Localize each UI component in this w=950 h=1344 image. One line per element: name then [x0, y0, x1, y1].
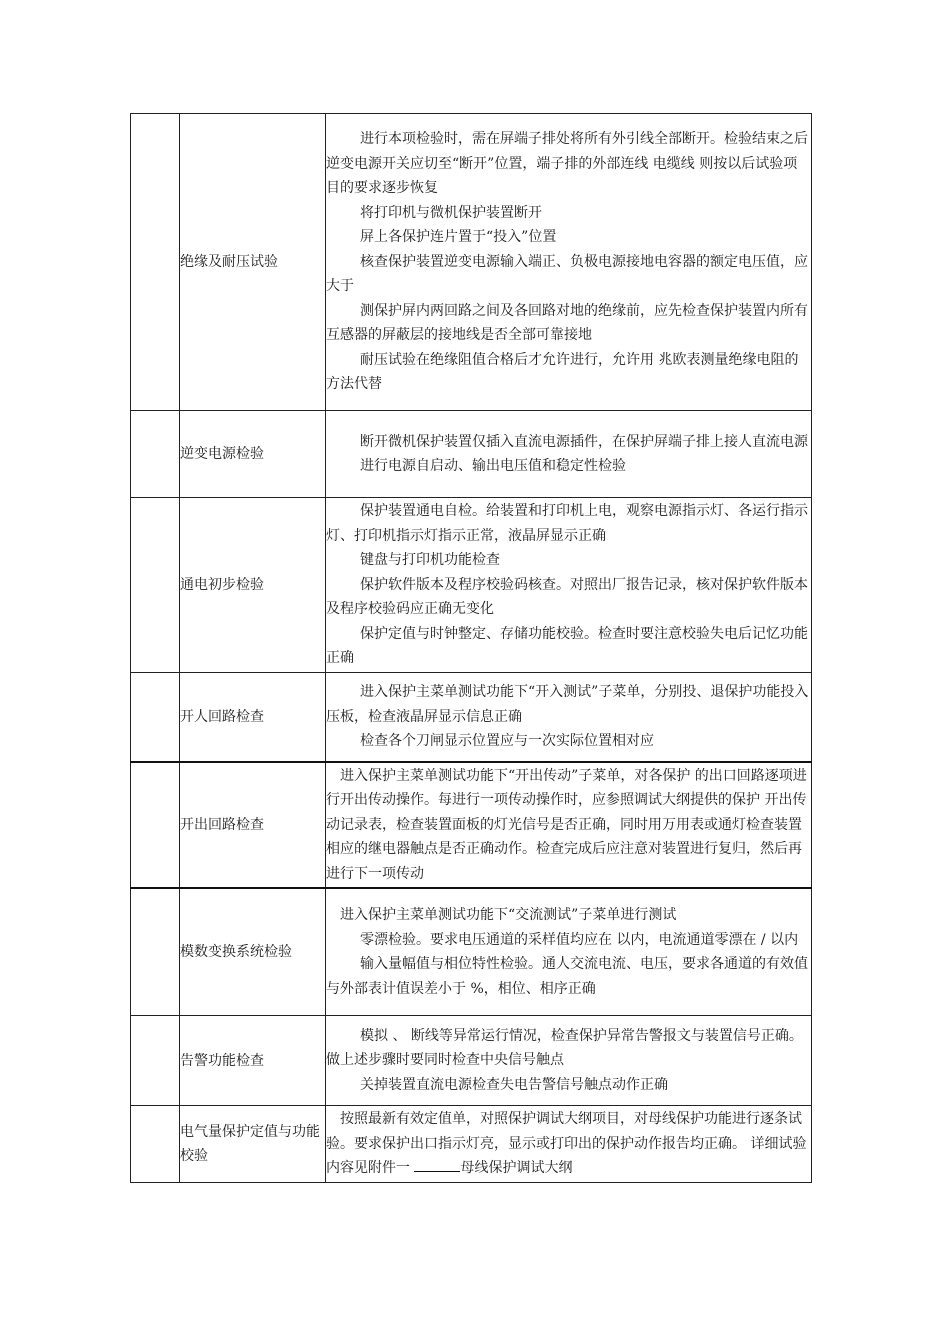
inspection-table — [130, 113, 812, 1183]
table-row — [131, 1106, 812, 1183]
item-name: 开人回路检查 — [180, 673, 326, 763]
table-row — [131, 673, 812, 763]
description-paragraph: 进入保护主菜单测试功能下“开入测试”子菜单，分别投、退保护功能投入压板，检查液晶屏显示信息正确 — [326, 684, 809, 725]
index-cell — [131, 762, 180, 888]
description-paragraph: 进入保护主菜单测试功能下“开出传动”子菜单，对各保护 的出口回路逐项进行开出传动操作。每进行一项传动操作时，应参照调试大纲提供的保护 开出传动记录表，检查装置面板的灯光信号是否正确，同时用万用表或通灯检查装置相应的继电器触点是否正确动作。检查完成后应注意对装置进行复归，然后再进行下一项传动 — [326, 767, 807, 882]
item-description — [326, 114, 812, 411]
item-name: 开出回路检查 — [180, 762, 326, 888]
index-cell — [131, 1016, 180, 1106]
table-row — [131, 888, 812, 1016]
description-text: 按照最新有效定值单，对照保护调试大纲项目，对母线保护功能进行逐条试验。要求保护出口指示灯亮，显示或打印出的保护动作报告均正确。 详细试验内容见附件一 — [326, 1111, 807, 1177]
description-paragraph: 保护定值与时钟整定、存储功能校验。检查时要注意校验失电后记忆功能正确 — [326, 625, 808, 667]
table-row — [131, 411, 812, 498]
item-description — [326, 762, 812, 888]
table-row — [131, 1016, 812, 1106]
item-name: 电气量保护定值与功能校验 — [180, 1106, 326, 1183]
table-row — [131, 498, 812, 673]
item-description — [326, 498, 812, 673]
description-paragraph: 将打印机与微机保护装置断开 — [360, 204, 542, 221]
index-cell — [131, 673, 180, 763]
table-row — [131, 114, 812, 411]
item-description — [326, 673, 812, 763]
item-name: 告警功能检查 — [180, 1016, 326, 1106]
index-cell — [131, 1106, 180, 1183]
index-cell — [131, 411, 180, 498]
description-paragraph: 进入保护主菜单测试功能下“交流测试”子菜单进行测试 — [340, 907, 677, 923]
item-name: 通电初步检验 — [180, 498, 326, 673]
description-paragraph: 耐压试验在绝缘阻值合格后才允许进行，允许用 兆欧表测量绝缘电阻的方法代替 — [326, 351, 799, 393]
description-paragraph: 保护软件版本及程序校验码核查。对照出厂报告记录，核对保护软件版本及程序校验码应正确无变化 — [326, 576, 808, 618]
description-paragraph: 检查各个刀闸显示位置应与一次实际位置相对应 — [360, 733, 654, 750]
description-paragraph: 测保护屏内两回路之间及各回路对地的绝缘前，应先检查保护装置内所有互感器的屏蔽层的接地线是否全部可靠接地 — [326, 302, 808, 344]
description-paragraph: 零漂检验。要求电压通道的采样值均应在 以内，电流通道零漂在 / 以内 — [360, 931, 799, 948]
item-description — [326, 888, 812, 1016]
description-paragraph — [326, 1107, 811, 1181]
blank-underline — [414, 1159, 460, 1172]
description-paragraph: 模拟 、 断线等异常运行情况，检查保护异常告警报文与装置信号正确。做上述步骤时要同时检查中央信号触点 — [326, 1027, 803, 1069]
item-description — [326, 1016, 812, 1106]
description-paragraph: 断开微机保护装置仅插入直流电源插件，在保护屏端子排上接人直流电源 — [360, 433, 808, 450]
description-paragraph: 关掉装置直流电源检查失电告警信号触点动作正确 — [360, 1076, 668, 1093]
index-cell — [131, 114, 180, 411]
item-description — [326, 411, 812, 498]
index-cell — [131, 498, 180, 673]
description-text: 母线保护调试大纲 — [460, 1160, 573, 1177]
index-cell — [131, 888, 180, 1016]
description-paragraph: 进行电源自启动、输出电压值和稳定性检验 — [360, 458, 626, 474]
description-paragraph: 输入量幅值与相位特性检验。通人交流电流、电压，要求各通道的有效值与外部表计值误差小于 %，相位、相序正确 — [326, 956, 808, 997]
item-description — [326, 1106, 812, 1183]
description-paragraph: 屏上各保护连片置于“投入”位置 — [360, 229, 557, 246]
item-name: 逆变电源检验 — [180, 411, 326, 498]
item-name: 绝缘及耐压试验 — [180, 114, 326, 411]
description-paragraph: 进行本项检验时，需在屏端子排处将所有外引线全部断开。检验结束之后逆变电源开关应切至“断开”位置，端子排的外部连线 电缆线 则按以后试验项目的要求逐步恢复 — [326, 131, 808, 197]
table-row — [131, 762, 812, 888]
description-paragraph: 键盘与打印机功能检查 — [360, 552, 500, 569]
description-paragraph: 核查保护装置逆变电源输入端正、负极电源接地电容器的额定电压值，应大于 — [326, 253, 808, 295]
item-name: 模数变换系统检验 — [180, 888, 326, 1016]
description-paragraph: 保护装置通电自检。给装置和打印机上电，观察电源指示灯、各运行指示灯、打印机指示灯指示正常，液晶屏显示正确 — [326, 503, 808, 544]
